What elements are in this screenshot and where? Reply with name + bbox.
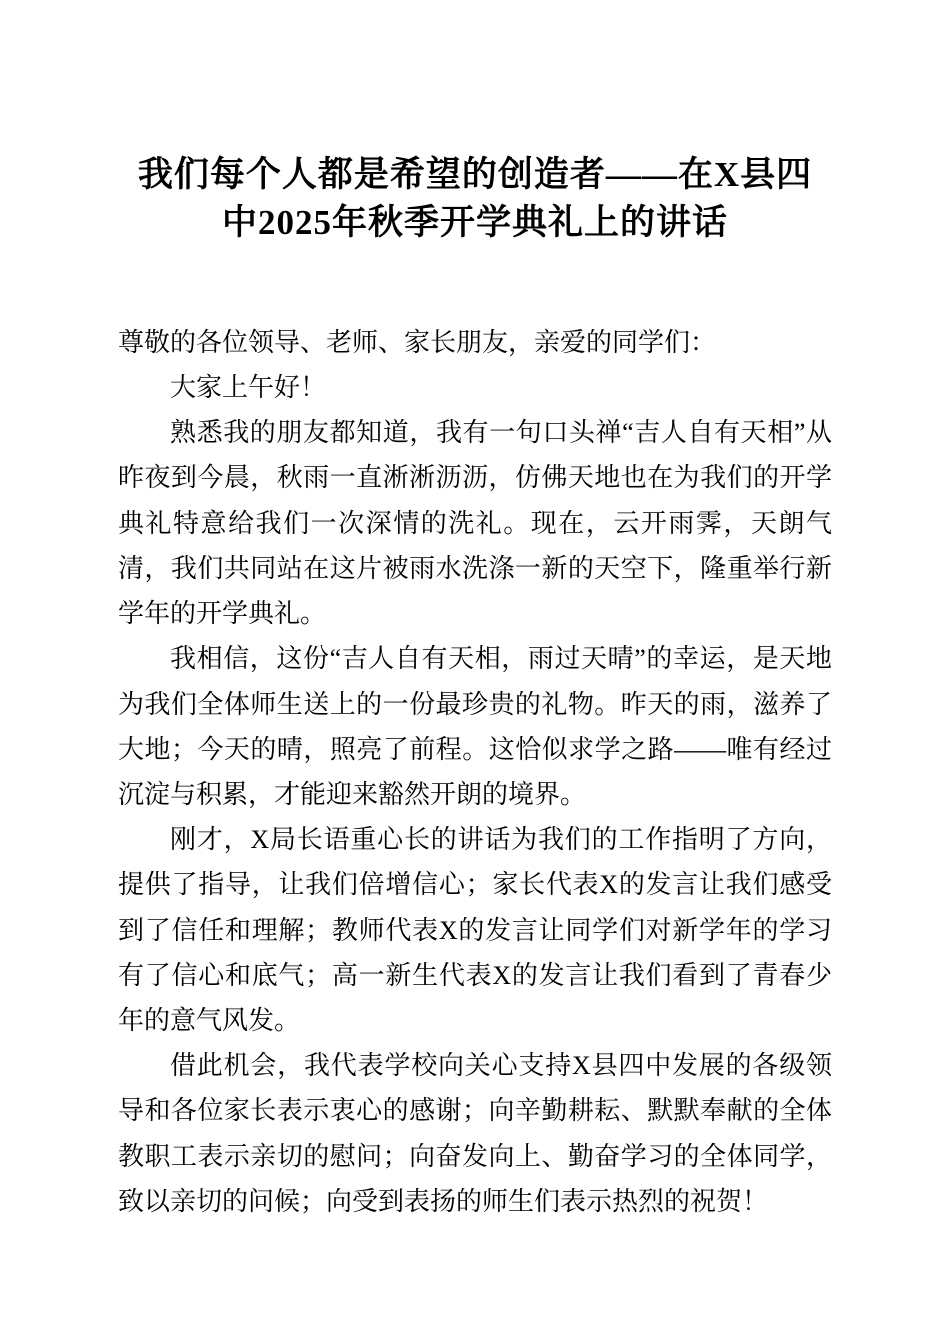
body-paragraph: 借此机会，我代表学校向关心支持X县四中发展的各级领导和各位家长表示衷心的感谢；向辛勤耕耘、默默奉献的全体教职工表示亲切的慰问；向奋发向上、勤奋学习的全体同学，致以亲切的问候；向受到表扬的师生们表示热烈的祝贺！ bbox=[118, 1051, 832, 1216]
document-body bbox=[118, 320, 832, 1224]
greeting-paragraph: 大家上午好！ bbox=[170, 373, 327, 403]
title-body-spacer bbox=[118, 271, 832, 320]
document-title-line-2: 中2025年秋季开学典礼上的讲话 bbox=[221, 203, 728, 243]
document-title-line-1: 我们每个人都是希望的创造者——在X县四 bbox=[137, 155, 813, 195]
body-paragraph: 刚才，X局长语重心长的讲话为我们的工作指明了方向，提供了指导，让我们倍增信心；家长代表X的发言让我们感受到了信任和理解；教师代表X的发言让同学们对新学年的学习有了信心和底气；高一新生代表X的发言让我们看到了青春少年的意气风发。 bbox=[118, 825, 832, 1035]
body-paragraph: 我相信，这份“吉人自有天相，雨过天晴”的幸运，是天地为我们全体师生送上的一份最珍贵的礼物。昨天的雨，滋养了大地；今天的晴，照亮了前程。这恰似求学之路——唯有经过沉淀与积累，才能迎来豁然开朗的境界。 bbox=[118, 644, 832, 809]
salutation-line: 尊敬的各位领导、老师、家长朋友，亲爱的同学们： bbox=[118, 327, 717, 357]
body-paragraph: 熟悉我的朋友都知道，我有一句口头禅“吉人自有天相”从昨夜到今晨，秋雨一直淅淅沥沥，仿佛天地也在为我们的开学典礼特意给我们一次深情的洗礼。现在，云开雨霁，天朗气清，我们共同站在这片被雨水洗涤一新的天空下，隆重举行新学年的开学典礼。 bbox=[118, 418, 832, 629]
document-title bbox=[118, 151, 832, 247]
